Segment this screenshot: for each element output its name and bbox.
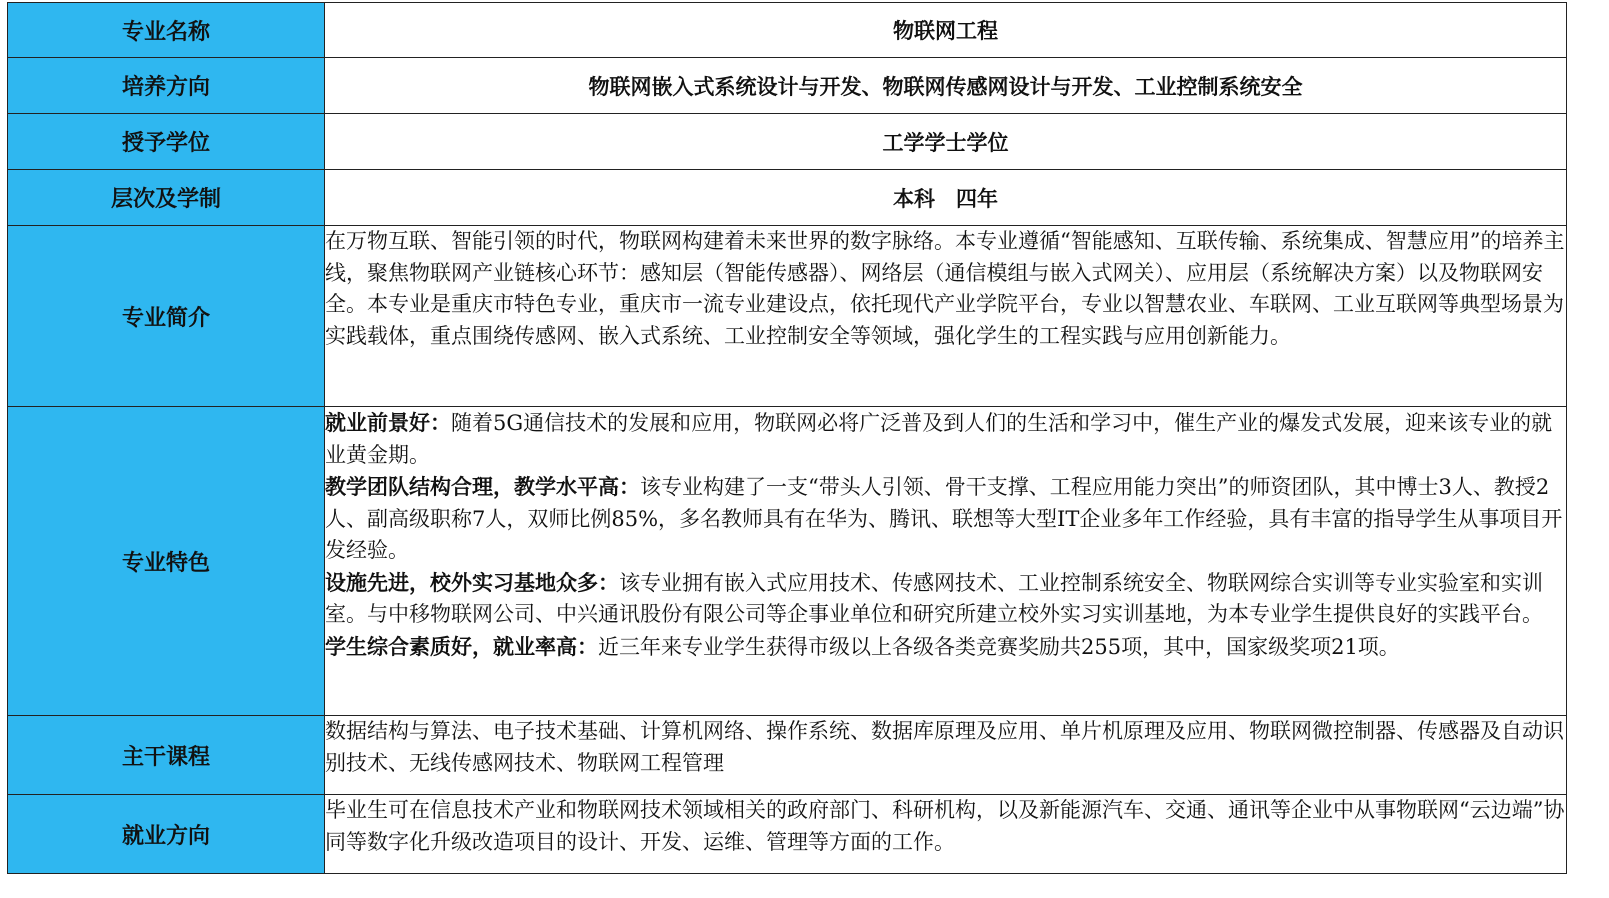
feature-item (325, 471, 1566, 567)
features-content (325, 407, 1567, 716)
direction-label: 培养方向 (8, 58, 325, 114)
intro-label: 专业简介 (8, 226, 325, 407)
career-label: 就业方向 (8, 795, 325, 874)
career-text: 毕业生可在信息技术产业和物联网技术领域相关的政府部门、科研机构，以及新能源汽车、交通、通讯等企业中从事物联网“云边端”协同等数字化升级改造项目的设计、开发、运维、管理等方面的工作。 (325, 795, 1567, 874)
table-row-career (8, 795, 1567, 874)
level-value: 本科 四年 (325, 170, 1567, 226)
intro-text: 在万物互联、智能引领的时代，物联网构建着未来世界的数字脉络。本专业遵循“智能感知、互联传输、系统集成、智慧应用”的培养主线，聚焦物联网产业链核心环节：感知层（智能传感器）、网络层（通信模组与嵌入式网关）、应用层（系统解决方案）以及物联网安全。本专业是重庆市特色专业，重庆市一流专业建设点，依托现代产业学院平台，专业以智慧农业、车联网、工业互联网等典型场景为实践载体，重点围绕传感网、嵌入式系统、工业控制安全等领域，强化学生的工程实践与应用创新能力。 (325, 226, 1567, 407)
feature-item (325, 631, 1566, 664)
feature-text: 随着5G通信技术的发展和应用，物联网必将广泛普及到人们的生活和学习中，催生产业的爆发式发展，迎来该专业的就业黄金期。 (325, 411, 1553, 467)
feature-title: 教学团队结构合理，教学水平高： (325, 474, 640, 499)
table-row-features (8, 407, 1567, 716)
feature-text: 该专业拥有嵌入式应用技术、传感网技术、工业控制系统安全、物联网综合实训等专业实验室和实训室。与中移物联网公司、中兴通讯股份有限公司等企事业单位和研究所建立校外实习实训基地，为本专业学生提供良好的实践平台。 (325, 570, 1543, 626)
table-row-level (8, 170, 1567, 226)
feature-title: 设施先进，校外实习基地众多： (325, 569, 619, 595)
feature-title: 就业前景好： (325, 410, 451, 435)
degree-value: 工学学士学位 (325, 114, 1567, 170)
table-row-courses (8, 716, 1567, 795)
feature-item (325, 407, 1566, 471)
feature-item (325, 567, 1566, 631)
major-name-label: 专业名称 (8, 3, 325, 58)
major-name-value: 物联网工程 (325, 3, 1567, 58)
table-row-degree (8, 114, 1567, 170)
degree-label: 授予学位 (8, 114, 325, 170)
feature-title: 学生综合素质好，就业率高： (325, 633, 598, 659)
table-row-intro (8, 226, 1567, 407)
level-label: 层次及学制 (8, 170, 325, 226)
feature-text: 近三年来专业学生获得市级以上各级各类竞赛奖励共255项，其中，国家级奖项21项。 (598, 634, 1400, 659)
table-row-direction (8, 58, 1567, 114)
table-row-major-name (8, 3, 1567, 58)
courses-label: 主干课程 (8, 716, 325, 795)
features-label: 专业特色 (8, 407, 325, 716)
major-info-table (7, 2, 1567, 874)
courses-text: 数据结构与算法、电子技术基础、计算机网络、操作系统、数据库原理及应用、单片机原理及应用、物联网微控制器、传感器及自动识别技术、无线传感网技术、物联网工程管理 (325, 716, 1567, 795)
direction-value: 物联网嵌入式系统设计与开发、物联网传感网设计与开发、工业控制系统安全 (325, 58, 1567, 114)
feature-text: 该专业构建了一支“带头人引领、骨干支撑、工程应用能力突出”的师资团队，其中博士3人、教授2人、副高级职称7人，双师比例85%，多名教师具有在华为、腾讯、联想等大型IT企业多年工作经验，具有丰富的指导学生从事项目开发经验。 (325, 475, 1563, 562)
